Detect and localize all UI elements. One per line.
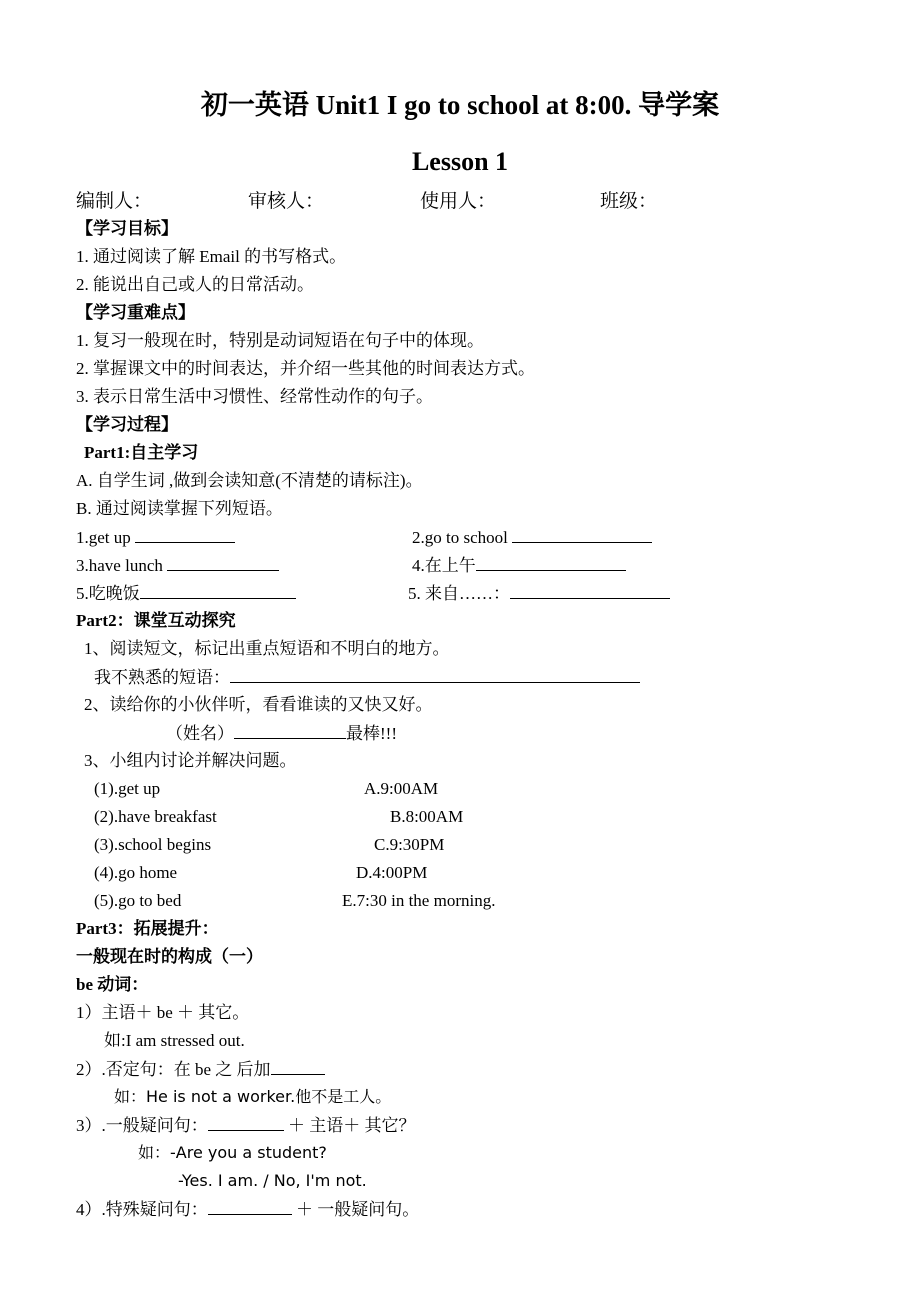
keypoint-item: 2. 掌握课文中的时间表达，并介绍一些其他的时间表达方式。 xyxy=(76,359,535,378)
answer-blank[interactable] xyxy=(208,1198,292,1215)
match-right-item: E.7:30 in the morning. xyxy=(342,891,496,910)
match-left-item: (5).go to bed xyxy=(94,891,182,910)
rule-2-example: 如：He is not a worker.他不是工人。 xyxy=(114,1087,392,1106)
match-right-item: D.4:00PM xyxy=(356,863,428,882)
rule-3: 3）.一般疑问句： ＋ 主语＋ 其它？ xyxy=(76,1116,416,1135)
answer-blank[interactable] xyxy=(135,526,235,543)
part2-q1: 1、阅读短文，标记出重点短语和不明白的地方。 xyxy=(84,639,450,658)
answer-blank[interactable] xyxy=(271,1058,325,1075)
part3-be: be 动词： xyxy=(76,975,149,994)
part1-a: A. 自学生词 ,做到会读知意(不清楚的请标注)。 xyxy=(76,471,423,490)
part3-sub: 一般现在时的构成（一） xyxy=(76,947,263,966)
part1-b: B. 通过阅读掌握下列短语。 xyxy=(76,499,283,518)
page-subtitle: Lesson 1 xyxy=(411,147,509,176)
rule-1-example: 如:I am stressed out. xyxy=(104,1031,245,1050)
keypoints-heading: 【学习重难点】 xyxy=(76,303,195,322)
meta-editor: 编制人： xyxy=(76,191,153,212)
answer-blank[interactable] xyxy=(234,722,346,739)
meta-user: 使用人： xyxy=(420,191,497,212)
answer-blank[interactable] xyxy=(476,554,626,571)
answer-blank[interactable] xyxy=(510,582,670,599)
phrase-item: 2.go to school xyxy=(412,526,652,549)
phrase-item: 4.在上午 xyxy=(412,554,626,577)
match-left-item: (1).get up xyxy=(94,779,161,798)
answer-blank[interactable] xyxy=(512,526,652,543)
goals-heading: 【学习目标】 xyxy=(76,219,178,238)
match-left-item: (2).have breakfast xyxy=(94,807,217,826)
match-right-item: C.9:30PM xyxy=(374,835,445,854)
part1-heading: Part1:自主学习 xyxy=(84,443,199,462)
part2-q2: 2、读给你的小伙伴听，看看谁读的又快又好。 xyxy=(84,695,433,714)
part2-heading: Part2：课堂互动探究 xyxy=(76,611,236,630)
part2-q2-name: （姓名） 最棒!!! xyxy=(166,724,397,743)
rule-4: 4）.特殊疑问句： ＋ 一般疑问句。 xyxy=(76,1200,420,1219)
rule-1: 1）主语＋ be ＋ 其它。 xyxy=(76,1003,250,1022)
keypoint-item: 3. 表示日常生活中习惯性、经常性动作的句子。 xyxy=(76,387,433,406)
process-heading: 【学习过程】 xyxy=(76,415,178,434)
match-left-item: (3).school begins xyxy=(94,835,212,854)
answer-blank[interactable] xyxy=(208,1114,284,1131)
phrase-item: 5.吃晚饭 xyxy=(76,582,296,605)
match-right-item: A.9:00AM xyxy=(364,779,439,798)
rule-3-example: -Yes. I am. / No, I'm not. xyxy=(178,1171,367,1190)
rule-2: 2）.否定句：在 be 之 后加 xyxy=(76,1058,325,1081)
meta-class: 班级： xyxy=(600,191,658,212)
part2-q1-line: 我不熟悉的短语： xyxy=(94,666,640,689)
keypoint-item: 1. 复习一般现在时，特别是动词短语在句子中的体现。 xyxy=(76,331,484,350)
goal-item: 1. 通过阅读了解 Email 的书写格式。 xyxy=(76,247,347,266)
phrase-item: 3.have lunch xyxy=(76,554,279,577)
page-title: 初一英语 Unit1 I go to school at 8:00. 导学案 xyxy=(200,90,720,120)
answer-blank[interactable] xyxy=(167,554,279,571)
answer-blank[interactable] xyxy=(230,666,640,683)
answer-blank[interactable] xyxy=(140,582,296,599)
rule-3-example: 如：-Are you a student? xyxy=(138,1143,327,1162)
part3-heading: Part3：拓展提升： xyxy=(76,919,219,938)
goal-item: 2. 能说出自己或人的日常活动。 xyxy=(76,275,314,294)
part2-q3: 3、小组内讨论并解决问题。 xyxy=(84,751,297,770)
meta-reviewer: 审核人： xyxy=(248,191,325,212)
phrase-item: 5. 来自……： xyxy=(408,582,670,605)
match-left-item: (4).go home xyxy=(94,863,178,882)
phrase-item: 1.get up xyxy=(76,526,235,549)
match-right-item: B.8:00AM xyxy=(390,807,464,826)
